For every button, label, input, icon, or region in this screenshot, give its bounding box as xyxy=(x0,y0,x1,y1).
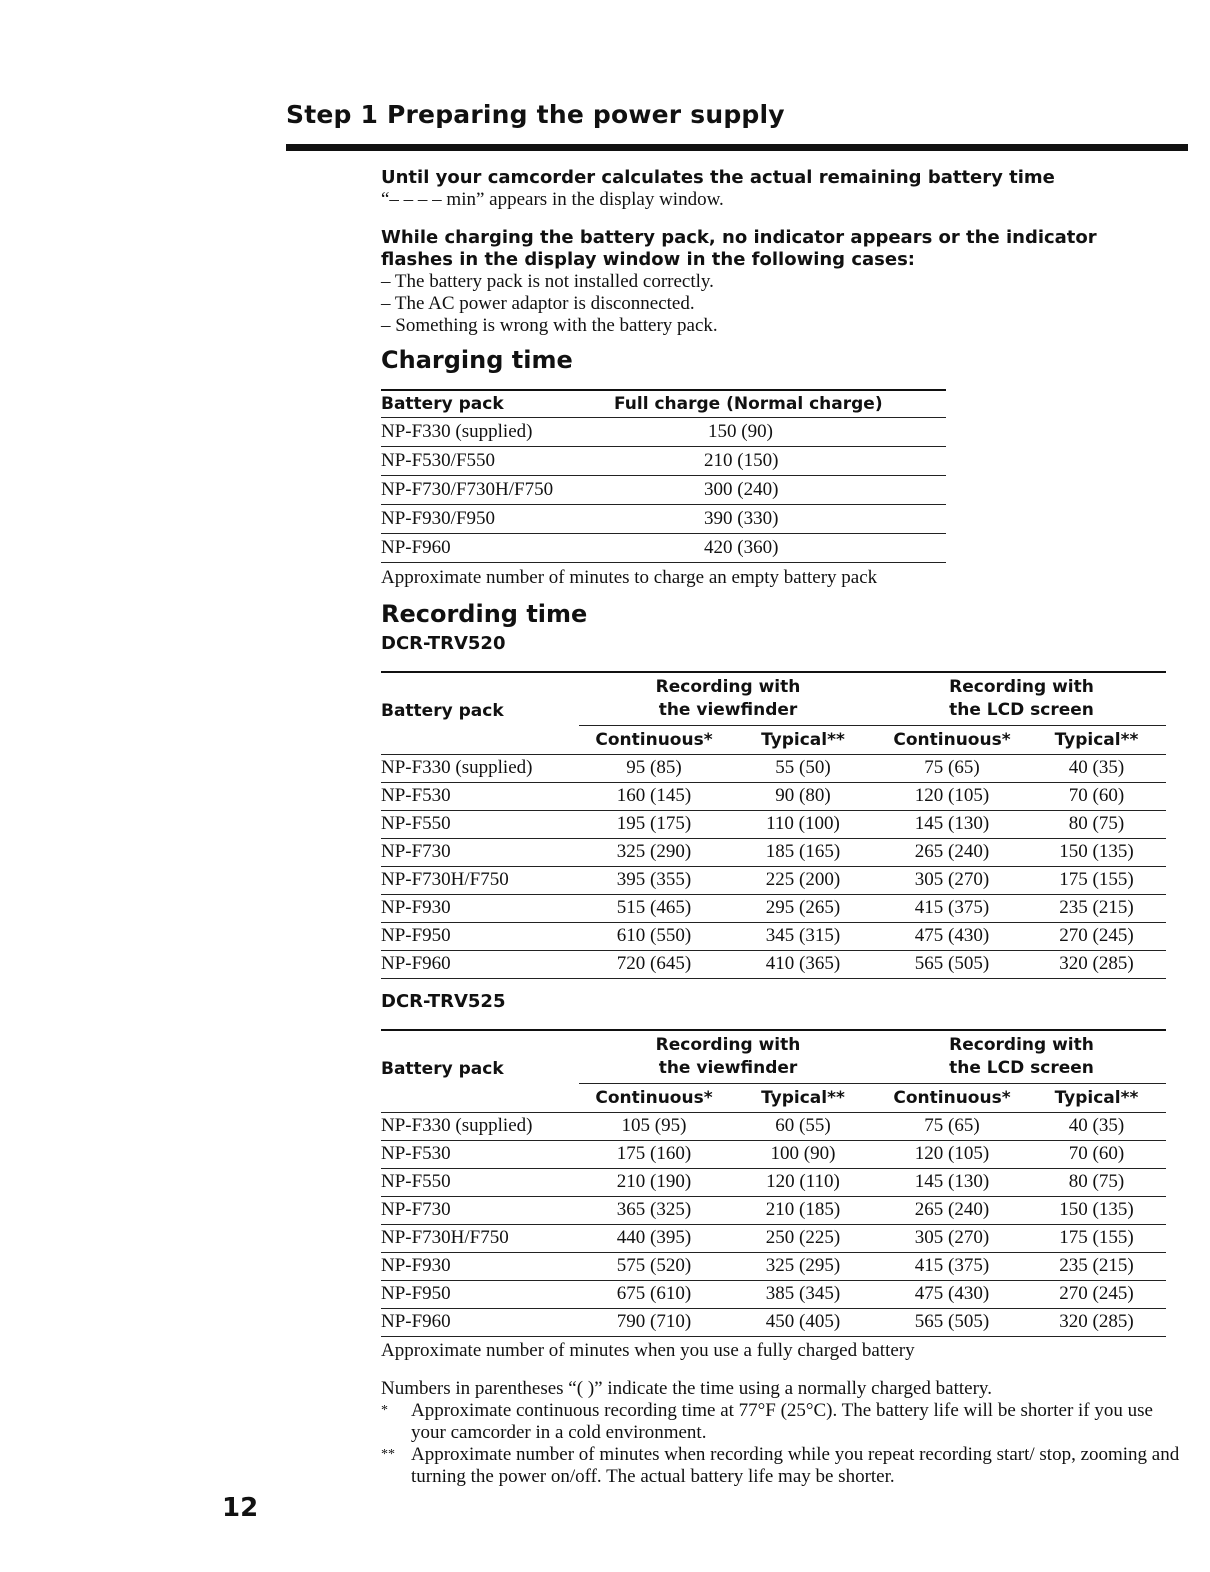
value-cell: 575 (520) xyxy=(579,1252,729,1280)
note-charging-indicator xyxy=(381,227,1171,337)
value-cell: 235 (215) xyxy=(1027,1252,1166,1280)
note-line: “– – – – min” appears in the display window. xyxy=(381,189,724,210)
value-cell: 515 (465) xyxy=(579,894,729,922)
table-body xyxy=(381,1112,1166,1336)
value-cell: 305 (270) xyxy=(877,1224,1027,1252)
group-header-label: Recording with the viewfinder xyxy=(655,1034,801,1078)
footnote-text: Approximate number of minutes when recording while you repeat recording start/ stop, zooming and turning the power on/off. The actual battery life may be shorter. xyxy=(411,1444,1180,1487)
footnote-typical xyxy=(381,1444,1181,1488)
battery-pack-cell: NP-F730 xyxy=(381,838,579,866)
group-header-lcd xyxy=(877,672,1166,725)
note-line: – The battery pack is not installed correctly. xyxy=(381,271,714,292)
value-cell: 320 (285) xyxy=(1027,1308,1166,1336)
cell: NP-F730/F730H/F750 xyxy=(381,476,614,505)
column-header: Typical** xyxy=(729,725,877,754)
value-cell: 270 (245) xyxy=(1027,922,1166,950)
battery-pack-cell: NP-F530 xyxy=(381,782,579,810)
model-heading-trv525: DCR-TRV525 xyxy=(381,991,506,1012)
cell: 420 (360) xyxy=(614,534,946,563)
value-cell: 75 (65) xyxy=(877,754,1027,782)
value-cell: 160 (145) xyxy=(579,782,729,810)
value-cell: 95 (85) xyxy=(579,754,729,782)
battery-pack-cell: NP-F730H/F750 xyxy=(381,1224,579,1252)
cell: NP-F530/F550 xyxy=(381,447,614,476)
charging-caption: Approximate number of minutes to charge an empty battery pack xyxy=(381,567,878,588)
battery-pack-cell: NP-F330 (supplied) xyxy=(381,754,579,782)
value-cell: 75 (65) xyxy=(877,1112,1027,1140)
column-header: Continuous* xyxy=(877,725,1027,754)
page-title: Step 1 Preparing the power supply xyxy=(286,100,785,129)
value-cell: 385 (345) xyxy=(729,1280,877,1308)
value-cell: 90 (80) xyxy=(729,782,877,810)
column-header: Typical** xyxy=(1027,725,1166,754)
value-cell: 325 (290) xyxy=(579,838,729,866)
value-cell: 415 (375) xyxy=(877,1252,1027,1280)
footnote-mark: ** xyxy=(381,1447,395,1462)
table-row xyxy=(381,950,1166,978)
group-header-viewfinder xyxy=(579,672,877,725)
value-cell: 410 (365) xyxy=(729,950,877,978)
table-row xyxy=(381,1196,1166,1224)
value-cell: 565 (505) xyxy=(877,1308,1027,1336)
recording-caption: Approximate number of minutes when you use a fully charged battery xyxy=(381,1340,915,1361)
value-cell: 565 (505) xyxy=(877,950,1027,978)
footnote-continuous xyxy=(381,1400,1156,1444)
value-cell: 70 (60) xyxy=(1027,782,1166,810)
value-cell: 415 (375) xyxy=(877,894,1027,922)
value-cell: 320 (285) xyxy=(1027,950,1166,978)
value-cell: 55 (50) xyxy=(729,754,877,782)
value-cell: 675 (610) xyxy=(579,1280,729,1308)
battery-pack-cell: NP-F930 xyxy=(381,1252,579,1280)
value-cell: 175 (155) xyxy=(1027,866,1166,894)
column-header: Typical** xyxy=(1027,1083,1166,1112)
value-cell: 110 (100) xyxy=(729,810,877,838)
value-cell: 225 (200) xyxy=(729,866,877,894)
value-cell: 790 (710) xyxy=(579,1308,729,1336)
charging-time-heading: Charging time xyxy=(381,346,573,374)
note-heading: Until your camcorder calculates the actual remaining battery time xyxy=(381,167,1055,188)
value-cell: 295 (265) xyxy=(729,894,877,922)
value-cell: 40 (35) xyxy=(1027,1112,1166,1140)
cell: 150 (90) xyxy=(614,418,946,447)
value-cell: 70 (60) xyxy=(1027,1140,1166,1168)
value-cell: 475 (430) xyxy=(877,922,1027,950)
column-header: Continuous* xyxy=(579,725,729,754)
table-row xyxy=(381,922,1166,950)
table-row xyxy=(381,894,1166,922)
battery-pack-cell: NP-F530 xyxy=(381,1140,579,1168)
table-row xyxy=(381,1168,1166,1196)
column-header: Battery pack xyxy=(381,1030,579,1083)
value-cell: 250 (225) xyxy=(729,1224,877,1252)
column-header: Full charge (Normal charge) xyxy=(614,390,946,418)
table-row xyxy=(381,1140,1166,1168)
table-row xyxy=(381,476,946,505)
table-row xyxy=(381,418,946,447)
parentheses-note: Numbers in parentheses “( )” indicate the time using a normally charged battery. xyxy=(381,1378,992,1399)
header-spacer xyxy=(381,725,579,754)
value-cell: 175 (155) xyxy=(1027,1224,1166,1252)
value-cell: 120 (110) xyxy=(729,1168,877,1196)
cell: 300 (240) xyxy=(614,476,946,505)
battery-pack-cell: NP-F730H/F750 xyxy=(381,866,579,894)
battery-pack-cell: NP-F930 xyxy=(381,894,579,922)
value-cell: 235 (215) xyxy=(1027,894,1166,922)
group-header-lcd xyxy=(877,1030,1166,1083)
value-cell: 305 (270) xyxy=(877,866,1027,894)
column-header: Typical** xyxy=(729,1083,877,1112)
table-row xyxy=(381,1252,1166,1280)
column-header: Battery pack xyxy=(381,390,614,418)
table-row xyxy=(381,782,1166,810)
cell: NP-F330 (supplied) xyxy=(381,418,614,447)
value-cell: 105 (95) xyxy=(579,1112,729,1140)
table-row xyxy=(381,505,946,534)
title-rule xyxy=(286,144,1188,151)
value-cell: 80 (75) xyxy=(1027,1168,1166,1196)
value-cell: 610 (550) xyxy=(579,922,729,950)
recording-time-heading: Recording time xyxy=(381,600,588,628)
table-row xyxy=(381,1280,1166,1308)
value-cell: 150 (135) xyxy=(1027,838,1166,866)
battery-pack-cell: NP-F330 (supplied) xyxy=(381,1112,579,1140)
value-cell: 475 (430) xyxy=(877,1280,1027,1308)
cell: 390 (330) xyxy=(614,505,946,534)
value-cell: 450 (405) xyxy=(729,1308,877,1336)
value-cell: 720 (645) xyxy=(579,950,729,978)
table-row xyxy=(381,1112,1166,1140)
value-cell: 365 (325) xyxy=(579,1196,729,1224)
note-line: – Something is wrong with the battery pack. xyxy=(381,315,718,336)
value-cell: 185 (165) xyxy=(729,838,877,866)
value-cell: 120 (105) xyxy=(877,1140,1027,1168)
battery-pack-cell: NP-F730 xyxy=(381,1196,579,1224)
group-header-label: Recording with the LCD screen xyxy=(949,676,1094,720)
cell: NP-F960 xyxy=(381,534,614,563)
recording-table-trv525 xyxy=(381,1029,1166,1337)
column-header: Continuous* xyxy=(579,1083,729,1112)
charging-time-table xyxy=(381,389,946,563)
value-cell: 210 (190) xyxy=(579,1168,729,1196)
value-cell: 145 (130) xyxy=(877,810,1027,838)
group-header-label: Recording with the viewfinder xyxy=(655,676,801,720)
page-number: 12 xyxy=(222,1493,259,1523)
value-cell: 175 (160) xyxy=(579,1140,729,1168)
value-cell: 195 (175) xyxy=(579,810,729,838)
battery-pack-cell: NP-F960 xyxy=(381,950,579,978)
table-row xyxy=(381,1308,1166,1336)
value-cell: 60 (55) xyxy=(729,1112,877,1140)
value-cell: 345 (315) xyxy=(729,922,877,950)
value-cell: 395 (355) xyxy=(579,866,729,894)
battery-pack-cell: NP-F950 xyxy=(381,1280,579,1308)
battery-pack-cell: NP-F550 xyxy=(381,1168,579,1196)
footnote-mark: * xyxy=(381,1403,388,1418)
value-cell: 145 (130) xyxy=(877,1168,1027,1196)
value-cell: 325 (295) xyxy=(729,1252,877,1280)
group-header-viewfinder xyxy=(579,1030,877,1083)
footnote-text: Approximate continuous recording time at 77°F (25°C). The battery life will be shorter if you use your camcorder in a cold environment. xyxy=(411,1400,1153,1443)
table-row xyxy=(381,866,1166,894)
value-cell: 265 (240) xyxy=(877,838,1027,866)
table-row xyxy=(381,447,946,476)
cell: 210 (150) xyxy=(614,447,946,476)
table-row xyxy=(381,754,1166,782)
column-header: Battery pack xyxy=(381,672,579,725)
value-cell: 100 (90) xyxy=(729,1140,877,1168)
value-cell: 120 (105) xyxy=(877,782,1027,810)
table-body xyxy=(381,754,1166,978)
value-cell: 270 (245) xyxy=(1027,1280,1166,1308)
model-heading-trv520: DCR-TRV520 xyxy=(381,633,506,654)
table-row xyxy=(381,1224,1166,1252)
value-cell: 265 (240) xyxy=(877,1196,1027,1224)
note-line: – The AC power adaptor is disconnected. xyxy=(381,293,695,314)
header-spacer xyxy=(381,1083,579,1112)
table-row xyxy=(381,534,946,563)
group-header-label: Recording with the LCD screen xyxy=(949,1034,1094,1078)
value-cell: 150 (135) xyxy=(1027,1196,1166,1224)
note-remaining-time xyxy=(381,167,1171,211)
value-cell: 80 (75) xyxy=(1027,810,1166,838)
cell: NP-F930/F950 xyxy=(381,505,614,534)
battery-pack-cell: NP-F550 xyxy=(381,810,579,838)
note-heading: While charging the battery pack, no indicator appears or the indicator flashes in the display window in the following cases: xyxy=(381,227,1097,270)
table-row xyxy=(381,810,1166,838)
column-header: Continuous* xyxy=(877,1083,1027,1112)
value-cell: 210 (185) xyxy=(729,1196,877,1224)
battery-pack-cell: NP-F960 xyxy=(381,1308,579,1336)
table-row xyxy=(381,838,1166,866)
value-cell: 440 (395) xyxy=(579,1224,729,1252)
value-cell: 40 (35) xyxy=(1027,754,1166,782)
recording-table-trv520 xyxy=(381,671,1166,979)
battery-pack-cell: NP-F950 xyxy=(381,922,579,950)
